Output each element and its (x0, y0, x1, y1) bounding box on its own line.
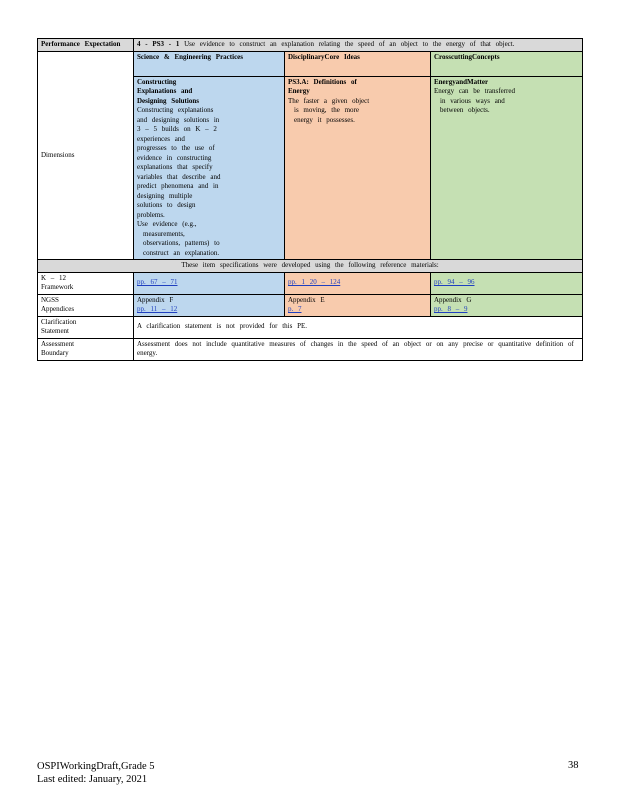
pe-code: 4 - PS3 - 1 (137, 40, 180, 48)
reference-note: These item specifications were developed using the following reference materials: (38, 260, 583, 273)
ngss-ccc-cell (431, 294, 583, 316)
dci-bullet-line: energy it possesses. (294, 115, 355, 124)
sep-body-line: 3 – 5 builds on K – 2 (137, 125, 217, 133)
pe-text-cell (134, 39, 583, 52)
ngss-sep-link[interactable]: pp. 11 – 12 (137, 305, 178, 313)
clarification-label-line: Clarification (41, 317, 77, 326)
sep-bullet-line: Use evidence (e.g., (137, 220, 197, 228)
performance-expectation-row (38, 39, 583, 52)
k12-sep-link[interactable]: pp. 67 – 71 (137, 278, 178, 287)
sep-bullet-line: construct an explanation. (143, 248, 220, 257)
sep-body-line: designing multiple (137, 191, 193, 200)
footer (37, 760, 155, 786)
footer-draft-line: OSPIWorkingDraft,Grade 5 (37, 761, 155, 772)
dci-bullet-line: is moving, the more (294, 106, 359, 114)
dci-bullet-line: The faster a given object (288, 96, 370, 105)
sep-body-line: and designing solutions in (137, 115, 220, 124)
ngss-sep-cell (134, 294, 285, 316)
ccc-content (431, 76, 583, 260)
footer-edited-line: Last edited: January, 2021 (37, 774, 148, 785)
ngss-ccc-link[interactable]: pp. 8 – 9 (434, 305, 468, 313)
ngss-label-line: Appendices (41, 305, 75, 313)
dci-header: DisciplinaryCore Ideas (285, 51, 431, 76)
dci-title-line: Energy (288, 87, 310, 95)
ngss-dci-cell (285, 294, 431, 316)
sep-body-line: problems. (137, 210, 165, 219)
sep-body-line: explanations that specify (137, 163, 213, 171)
clarification-label (38, 316, 134, 338)
ngss-label (38, 294, 134, 316)
clarification-row (38, 316, 583, 338)
boundary-label (38, 338, 134, 360)
sep-content (134, 76, 285, 260)
ccc-header: CrosscuttingConcepts (431, 51, 583, 76)
ngss-ccc-title: Appendix G (434, 295, 472, 304)
ngss-sep-title: Appendix F (137, 295, 174, 304)
ngss-dci-title: Appendix E (288, 295, 325, 304)
ngss-appendices-row (38, 294, 583, 316)
ngss-label-line: NGSS (41, 295, 59, 304)
sep-body-line: Constructing explanations (137, 106, 214, 114)
k12-dci-cell (285, 272, 431, 294)
clarification-label-line: Statement (41, 327, 69, 335)
k12-ccc-cell (431, 272, 583, 294)
clarification-text: A clarification statement is not provided for this PE. (134, 316, 583, 338)
k12-label-line: Framework (41, 283, 74, 291)
sep-title-line: Explanations and (137, 87, 193, 95)
reference-note-row (38, 260, 583, 273)
sep-body-line: evidence in constructing (137, 153, 212, 162)
pe-label: Performance Expectation (38, 39, 134, 52)
k12-label-line: K – 12 (41, 273, 67, 282)
boundary-text: Assessment does not include quantitative measures of changes in the speed of an object or on any precise or quantitative definition of energy. (134, 338, 583, 360)
ngss-dci-link[interactable]: p. 7 (288, 305, 302, 313)
boundary-label-line: Boundary (41, 349, 69, 357)
ccc-bullet-line: between objects. (440, 106, 490, 114)
sep-body-line: variables that describe and (137, 172, 221, 181)
ccc-bullet-line: in various ways and (440, 96, 505, 105)
sep-header: Science & Engineering Practices (134, 51, 285, 76)
dci-title-line: PS3.A: Definitions of (288, 77, 357, 86)
sep-bullet-line: measurements, (143, 229, 185, 238)
k12-ccc-link[interactable]: pp. 94 – 96 (434, 278, 475, 287)
dimensions-label: Dimensions (38, 51, 134, 260)
ccc-title: EnergyandMatter (434, 77, 489, 86)
boundary-label-line: Assessment (41, 339, 75, 348)
pe-text: Use evidence to construct an explanation relating the speed of an object to the energy of that object. (184, 40, 515, 48)
sep-body-line: solutions to design (137, 201, 196, 209)
sep-title-line: Constructing (137, 77, 177, 86)
sep-body-line: predict phenomena and in (137, 182, 219, 190)
dci-content (285, 76, 431, 260)
sep-title-line: Designing Solutions (137, 96, 199, 105)
dimensions-header-row (38, 51, 583, 76)
sep-bullet-line: observations, patterns) to (143, 239, 220, 247)
k12-framework-row (38, 272, 583, 294)
k12-dci-link[interactable]: pp. 1 20 – 124 (288, 278, 341, 287)
sep-body-line: progresses to the use of (137, 144, 215, 152)
page-number: 38 (568, 760, 579, 771)
k12-sep-cell (134, 272, 285, 294)
assessment-boundary-row (38, 338, 583, 360)
sep-body-line: experiences and (137, 134, 185, 143)
k12-label (38, 272, 134, 294)
specification-table (37, 38, 583, 361)
ccc-bullet-line: Energy can be transferred (434, 87, 515, 95)
